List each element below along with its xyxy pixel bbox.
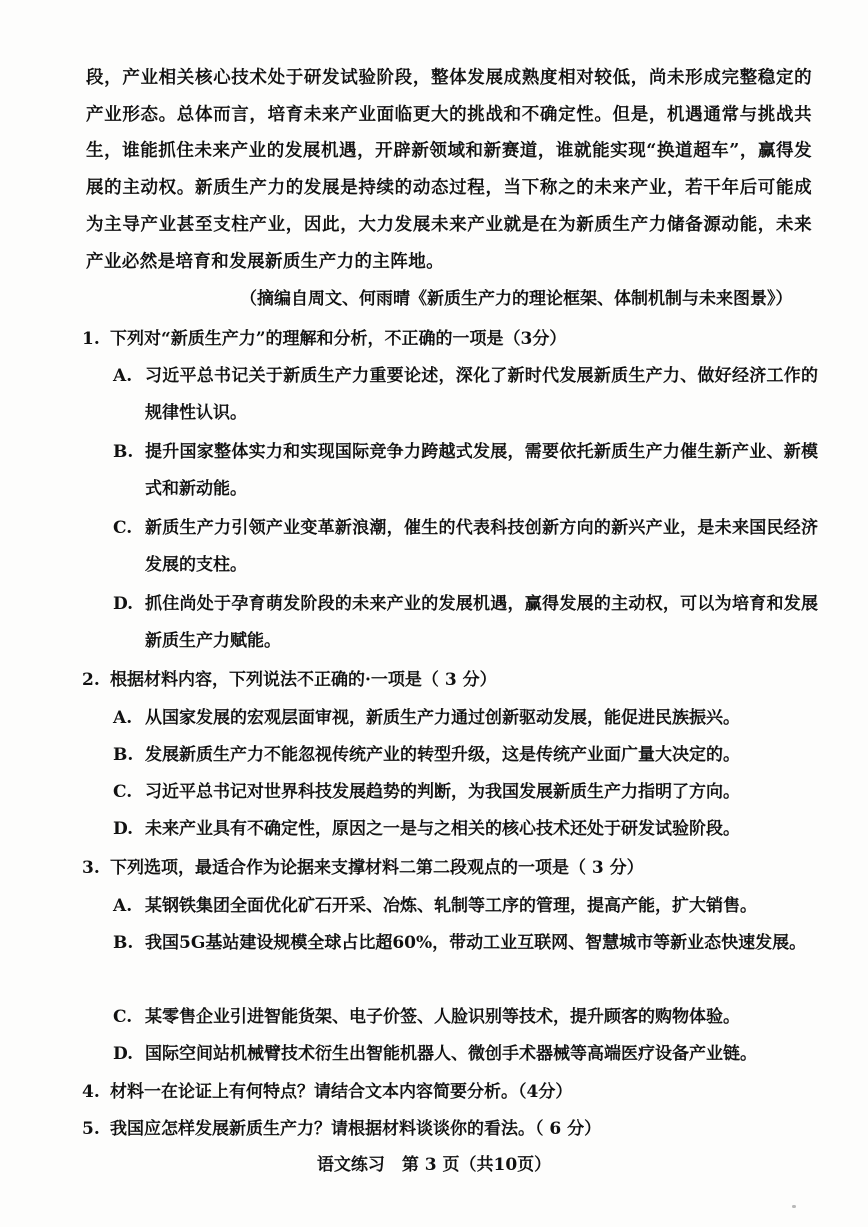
- question-number: 2.: [82, 670, 100, 690]
- question-3-stem: [82, 851, 818, 885]
- option-text: 从国家发展的宏观层面审视，新质生产力通过创新驱动发展，能促进民族振兴。: [145, 708, 740, 728]
- question-number: 1.: [82, 329, 100, 349]
- question-3-option-a: [113, 888, 818, 925]
- question-1-option-b: [113, 434, 818, 507]
- question-5-stem: [82, 1112, 818, 1146]
- option-letter: A.: [113, 366, 133, 386]
- option-letter: D.: [113, 819, 134, 839]
- scan-speck: [792, 1205, 796, 1208]
- option-letter: B.: [113, 745, 134, 765]
- option-letter: D.: [113, 594, 134, 614]
- question-3-option-c: [113, 999, 818, 1036]
- option-text: 未来产业具有不确定性，原因之一是与之相关的核心技术还处于研发试验阶段。: [145, 819, 740, 839]
- option-letter: C.: [113, 1007, 133, 1027]
- passage-paragraph: 段，产业相关核心技术处于研发试验阶段，整体发展成熟度相对较低，尚未形成完整稳定的产业形态。总体而言，培育未来产业面临更大的挑战和不确定性。但是，机遇通常与挑战共生，谁能抓住未来产业的发展机遇，开辟新领域和新赛道，谁就能实现“换道超车”，赢得发展的主动权。新质生产力的发展是持续的动态过程，当下称之的未来产业，若干年后可能成为主导产业甚至支柱产业，因此，大力发展未来产业就是在为新质生产力储备源动能，未来产业必然是培育和发展新质生产力的主阵地。: [86, 68, 812, 272]
- question-text: 材料一在论证上有何特点？请结合文本内容简要分析。（4分）: [110, 1082, 573, 1102]
- option-text: 提升国家整体实力和实现国际竞争力跨越式发展，需要依托新质生产力催生新产业、新模式和新动能。: [145, 442, 818, 499]
- question-2-option-d: [113, 811, 818, 848]
- question-2-option-c: [113, 774, 818, 811]
- option-letter: A.: [113, 896, 133, 916]
- question-1-stem: [82, 322, 818, 356]
- option-text: 习近平总书记关于新质生产力重要论述，深化了新时代发展新质生产力、做好经济工作的规律性认识。: [145, 366, 818, 423]
- option-letter: D.: [113, 1044, 134, 1064]
- question-text: 我国应怎样发展新质生产力？请根据材料谈谈你的看法。（ 6 分）: [110, 1119, 602, 1139]
- question-1-option-a: [113, 358, 818, 431]
- question-3-option-d: [113, 1036, 818, 1073]
- passage-source-citation: （摘编自周文、何雨晴《新质生产力的理论框架、体制机制与未来图景》）: [240, 289, 793, 309]
- question-text: 下列选项，最适合作为论据来支撑材料二第二段观点的一项是（ 3 分）: [110, 858, 644, 878]
- question-number: 4.: [82, 1082, 100, 1102]
- option-letter: B.: [113, 933, 134, 953]
- option-text: 发展新质生产力不能忽视传统产业的转型升级，这是传统产业面广量大决定的。: [145, 745, 740, 765]
- option-text: 抓住尚处于孕育萌发阶段的未来产业的发展机遇，赢得发展的主动权，可以为培育和发展新质生产力赋能。: [145, 594, 818, 651]
- question-1-option-d: [113, 586, 818, 659]
- option-letter: A.: [113, 708, 133, 728]
- option-text: 习近平总书记对世界科技发展趋势的判断，为我国发展新质生产力指明了方向。: [145, 782, 740, 802]
- option-letter: C.: [113, 518, 133, 538]
- option-text: 某零售企业引进智能货架、电子价签、人脸识别等技术，提升顾客的购物体验。: [145, 1007, 740, 1027]
- question-number: 3.: [82, 858, 100, 878]
- option-text: 某钢铁集团全面优化矿石开采、冶炼、轧制等工序的管理，提高产能，扩大销售。: [145, 896, 757, 916]
- option-letter: C.: [113, 782, 133, 802]
- question-text: 根据材料内容，下列说法不正确的·一项是（ 3 分）: [110, 670, 497, 690]
- question-3-option-b: [113, 925, 818, 962]
- option-text: 新质生产力引领产业变革新浪潮，催生的代表科技创新方向的新兴产业，是未来国民经济发展的支柱。: [145, 518, 818, 575]
- question-2-option-b: [113, 737, 818, 774]
- question-2-option-a: [113, 700, 818, 737]
- question-4-stem: [82, 1075, 818, 1109]
- option-text: 我国5G基站建设规模全球占比超60%，带动工业互联网、智慧城市等新业态快速发展。: [145, 933, 807, 953]
- question-text: 下列对“新质生产力”的理解和分析，不正确的一项是（3分）: [110, 329, 567, 349]
- option-letter: B.: [113, 442, 134, 462]
- option-text: 国际空间站机械臂技术衍生出智能机器人、微创手术器械等高端医疗设备产业链。: [145, 1044, 757, 1064]
- page-footer: 语文练习 第 3 页（共10页）: [316, 1155, 552, 1175]
- question-1-option-c: [113, 510, 818, 583]
- question-number: 5.: [82, 1119, 100, 1139]
- question-2-stem: [82, 663, 818, 697]
